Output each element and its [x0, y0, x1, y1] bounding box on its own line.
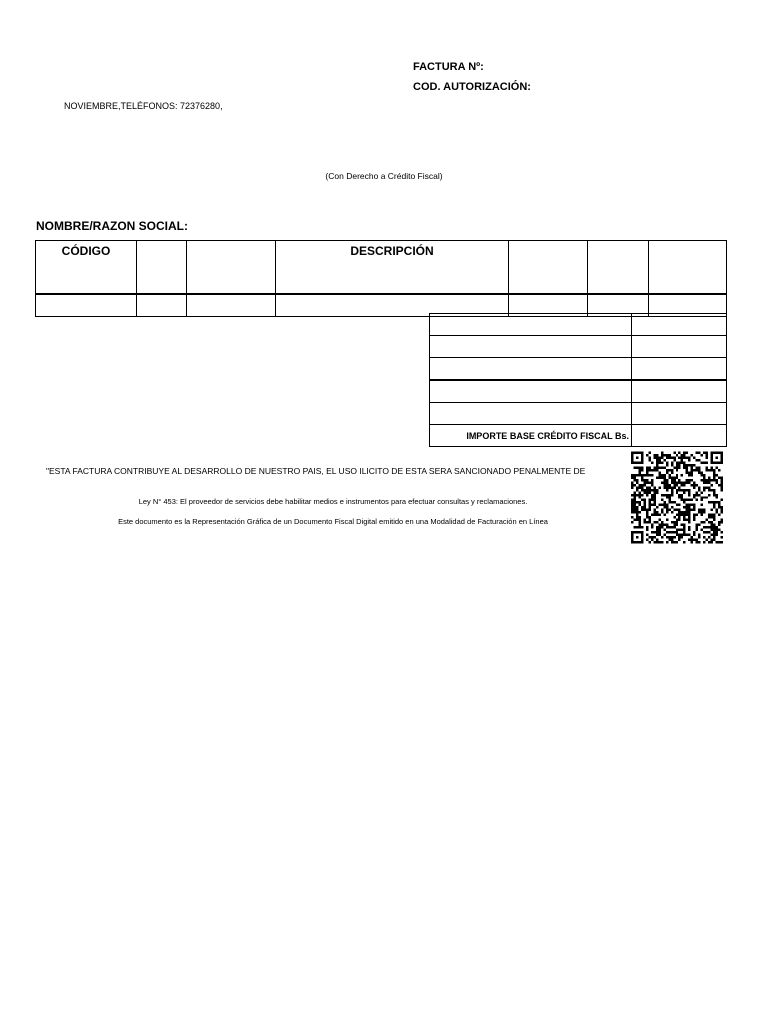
table-cell — [137, 294, 187, 317]
totals-label — [430, 380, 632, 403]
representacion-grafica-text: Este documento es la Representación Gráfica de un Documento Fiscal Digital emitido en una Modalidad de Facturación en Línea — [118, 517, 548, 526]
totals-label — [430, 336, 632, 358]
address-phone-text: NOVIEMBRE,TELÉFONOS: 72376280, — [64, 101, 223, 111]
totals-row — [430, 336, 727, 358]
column-header — [649, 241, 727, 295]
column-header-codigo: CÓDIGO — [36, 241, 137, 295]
column-header — [137, 241, 187, 295]
totals-row — [430, 314, 727, 336]
totals-label — [430, 314, 632, 336]
factura-number-label: FACTURA Nº: — [413, 61, 484, 73]
column-header — [187, 241, 276, 295]
totals-value — [632, 358, 727, 381]
totals-label — [430, 358, 632, 381]
nombre-razon-social-label: NOMBRE/RAZON SOCIAL: — [36, 219, 188, 233]
cod-autorizacion-label: COD. AUTORIZACIÓN: — [413, 81, 531, 93]
ley-453-text: Ley N° 453: El proveedor de servicios debe habilitar medios e instrumentos para efectuar consultas y reclamaciones. — [138, 497, 528, 506]
column-header — [588, 241, 649, 295]
column-header-descripcion: DESCRIPCIÓN — [276, 241, 509, 295]
totals-label — [430, 403, 632, 425]
column-header — [509, 241, 588, 295]
totals-row-importe-base — [430, 425, 727, 447]
totals-value — [632, 403, 727, 425]
importe-base-value — [632, 425, 727, 447]
totals-value — [632, 314, 727, 336]
table-cell — [187, 294, 276, 317]
qr-code-icon — [631, 450, 723, 545]
table-cell — [36, 294, 137, 317]
totals-row — [430, 358, 727, 381]
totals-value — [632, 380, 727, 403]
importe-base-label: IMPORTE BASE CRÉDITO FISCAL Bs. — [430, 425, 632, 447]
totals-row — [430, 380, 727, 403]
leyenda-text: "ESTA FACTURA CONTRIBUYE AL DESARROLLO DE NUESTRO PAIS, EL USO ILICITO DE ESTA SERA SANCIONADO PENALMENTE DE — [46, 466, 586, 476]
totals-row — [430, 403, 727, 425]
items-table — [35, 240, 727, 317]
credito-fiscal-note: (Con Derecho a Crédito Fiscal) — [325, 171, 443, 181]
totals-table — [429, 313, 727, 447]
totals-value — [632, 336, 727, 358]
items-table-header — [36, 241, 727, 295]
